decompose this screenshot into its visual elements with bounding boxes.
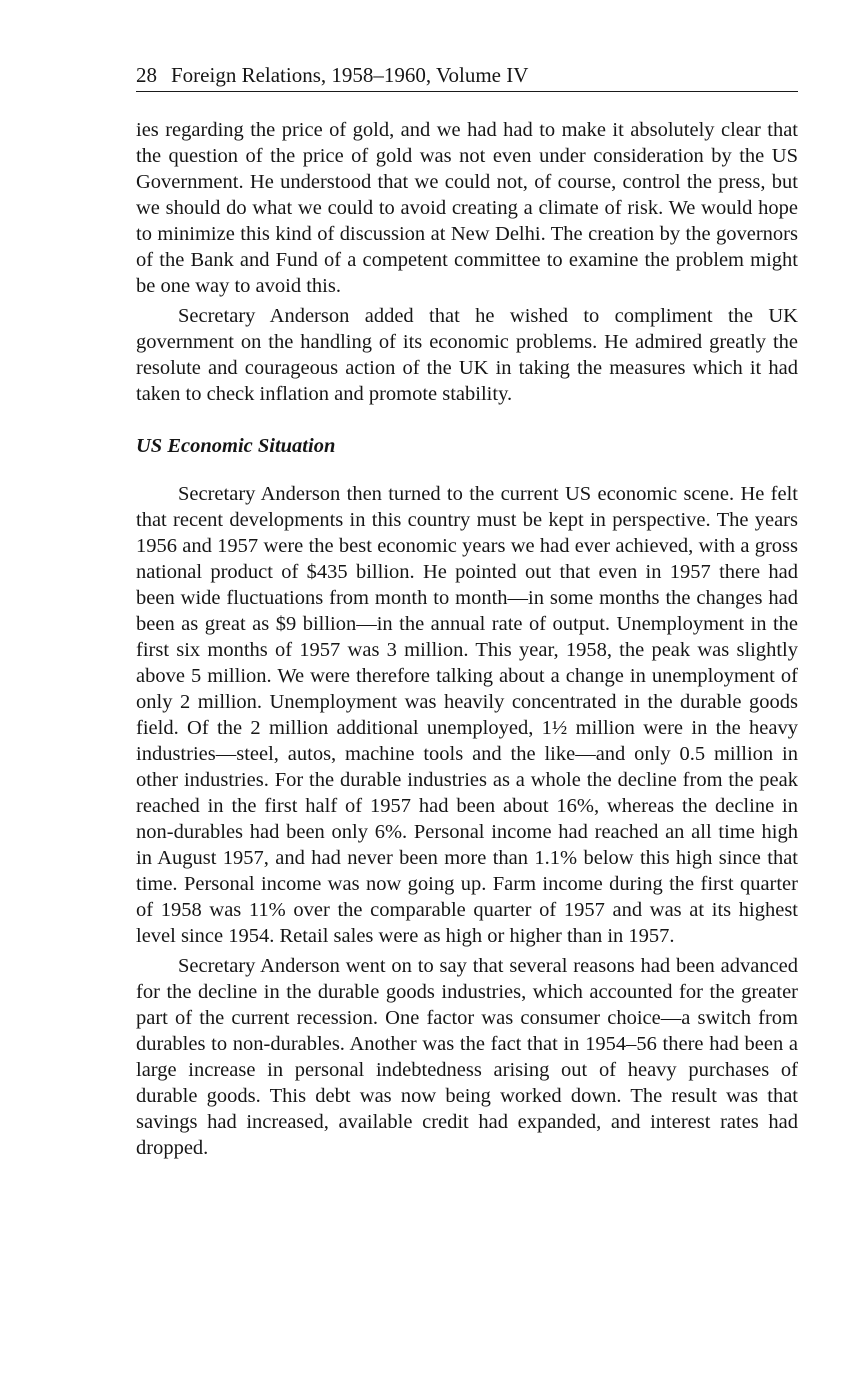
page-number: 28: [136, 63, 157, 87]
section-heading: US Economic Situation: [136, 435, 336, 457]
running-head: [136, 62, 798, 92]
document-page: [136, 62, 798, 1161]
paragraph-continued: ies regarding the price of gold, and we had had to make it absolutely clear that the question of the price of gold was not even under consideration by the US Government. He understood that we could not, of course, control the press, but we should do what we could to avoid creating a climate of risk. We would hope to minimize this kind of discussion at New Delhi. The creation by the governors of the Bank and Fund of a competent committee to examine the problem might be one way to avoid this.: [136, 119, 798, 297]
paragraph-uk-compliment: Secretary Anderson added that he wished to compliment the UK government on the handling of its economic problems. He admired greatly the resolute and courageous action of the UK in taking the measures which it had taken to check inflation and promote stability.: [136, 305, 798, 405]
paragraph-durable-goods: Secretary Anderson went on to say that several reasons had been advanced for the decline in the durable goods industries, which accounted for the greater part of the current recession. One factor was consumer choice—a switch from durables to non-durables. Another was the fact that in 1954–56 there had been a large increase in personal indebtedness arising out of heavy purchases of durable goods. This debt was now being worked down. The result was that savings had increased, available credit had expanded, and interest rates had dropped.: [136, 955, 798, 1159]
running-title: Foreign Relations, 1958–1960, Volume IV: [171, 63, 529, 87]
body-text: [136, 117, 798, 1161]
paragraph-economic-scene: Secretary Anderson then turned to the current US economic scene. He felt that recent developments in this country must be kept in perspective. The years 1956 and 1957 were the best economic years we had ever achieved, with a gross national product of $435 billion. He pointed out that even in 1957 there had been wide fluctuations from month to month—in some months the changes had been as great as $9 billion—in the annual rate of output. Unemployment in the first six months of 1957 was 3 million. This year, 1958, the peak was slightly above 5 million. We were therefore talking about a change in unemployment of only 2 million. Unemployment was heavily concentrated in the durable goods field. Of the 2 million additional unemployed, 1½ million were in the heavy industries—steel, autos, machine tools and the like—and only 0.5 million in other industries. For the durable industries as a whole the decline from the peak reached in the first half of 1957 had been about 16%, whereas the decline in non-durables had been only 6%. Personal income had reached an all time high in August 1957, and had never been more than 1.1% below this high since that time. Personal income was now going up. Farm income during the first quarter of 1958 was 11% over the comparable quarter of 1957 and was at its highest level since 1954. Retail sales were as high or higher than in 1957.: [136, 483, 798, 947]
